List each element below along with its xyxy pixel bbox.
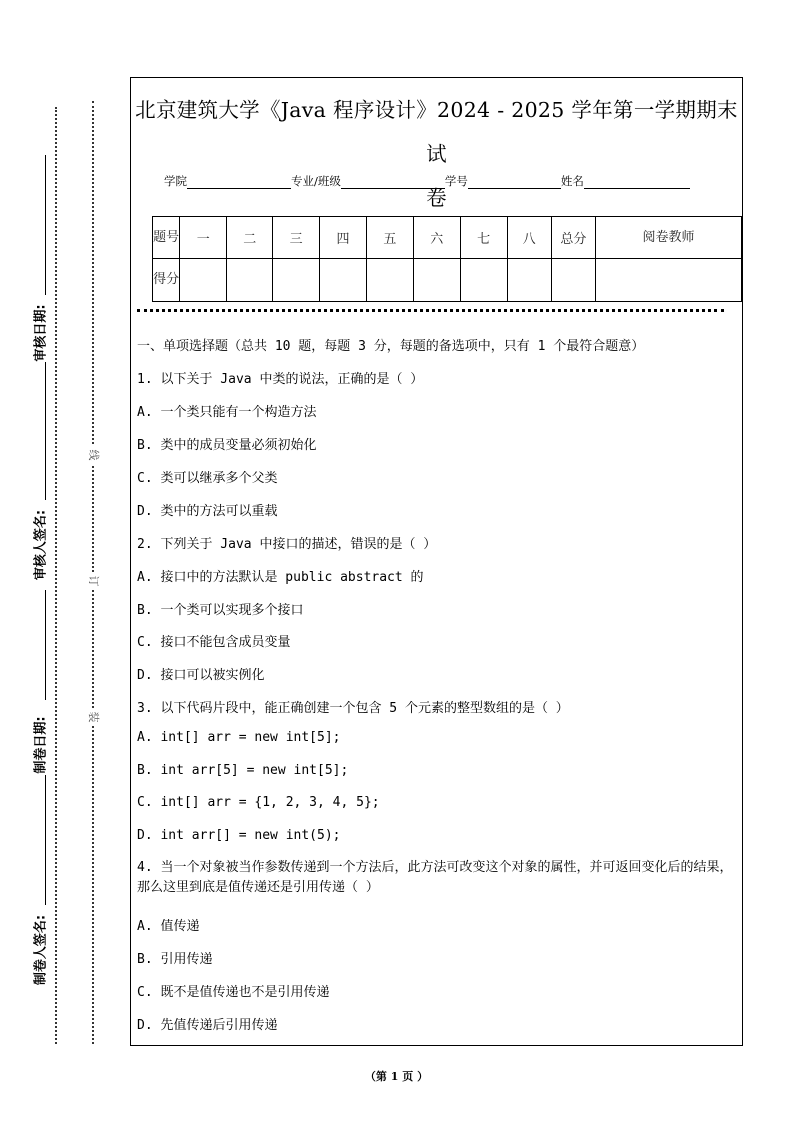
name-field[interactable] xyxy=(584,176,690,189)
make-date-line xyxy=(45,775,46,905)
header-cell: 二 xyxy=(227,217,273,259)
binding-mark-staple: 装 xyxy=(84,708,102,726)
section-heading: 一、单项选择题（总共 10 题，每题 3 分，每题的备选项中，只有 1 个最符合题意） xyxy=(137,339,645,354)
option[interactable]: A. 一个类只能有一个构造方法 xyxy=(137,405,317,420)
binding-dotted-line-inner xyxy=(55,107,57,1044)
question-stem: 2. 下列关于 Java 中接口的描述，错误的是（ ） xyxy=(137,537,437,552)
option[interactable]: D. 类中的方法可以重载 xyxy=(137,504,278,519)
reviewer-sign-line xyxy=(45,380,46,500)
score-cell[interactable] xyxy=(273,259,320,302)
option[interactable]: C. 接口不能包含成员变量 xyxy=(137,635,291,650)
option[interactable]: A. 接口中的方法默认是 public abstract 的 xyxy=(137,570,424,585)
option[interactable]: A. int[] arr = new int[5]; xyxy=(137,730,341,745)
score-cell[interactable] xyxy=(595,259,741,302)
header-cell: 一 xyxy=(180,217,227,259)
score-cell[interactable] xyxy=(320,259,367,302)
score-cell[interactable] xyxy=(551,259,595,302)
college-field[interactable] xyxy=(187,176,291,189)
exam-frame xyxy=(130,77,743,1046)
title-line-2: 卷 xyxy=(426,186,447,210)
student-id-field[interactable] xyxy=(468,176,561,189)
option[interactable]: D. 接口可以被实例化 xyxy=(137,668,265,683)
question-stem: 4. 当一个对象被当作参数传递到一个方法后，此方法可改变这个对象的属性，并可返回变化后的结果，那么这里到底是值传递还是引用传递（ ） xyxy=(137,860,733,895)
college-label: 学院 xyxy=(164,174,187,188)
make-date-label: 制卷日期: xyxy=(33,716,49,774)
score-table-score-row xyxy=(153,259,742,302)
title-line-1: 北京建筑大学《Java 程序设计》2024 - 2025 学年第一学期期末试 xyxy=(135,98,738,166)
maker-sign-label: 制卷人签名: xyxy=(33,914,49,986)
option[interactable]: C. 既不是值传递也不是引用传递 xyxy=(137,985,330,1000)
header-cell: 六 xyxy=(413,217,460,259)
option[interactable]: D. int arr[] = new int(5); xyxy=(137,828,341,843)
score-cell[interactable] xyxy=(460,259,507,302)
student-id-label: 学号 xyxy=(444,174,468,188)
binding-mark-line: 线 xyxy=(84,446,102,464)
score-cell[interactable] xyxy=(180,259,227,302)
header-cell: 八 xyxy=(507,217,551,259)
major-class-field[interactable] xyxy=(341,176,445,189)
major-class-label: 专业/班级 xyxy=(291,174,341,188)
reviewer-sign-line-2 xyxy=(45,590,46,700)
reviewer-sign-label: 审核人签名: xyxy=(33,509,49,581)
score-cell[interactable] xyxy=(227,259,273,302)
header-label-cell: 题号 xyxy=(153,217,180,259)
option[interactable]: B. int arr[5] = new int[5]; xyxy=(137,763,349,778)
header-cell: 七 xyxy=(460,217,507,259)
student-info-row xyxy=(164,173,690,189)
name-label: 姓名 xyxy=(560,174,584,188)
score-cell[interactable] xyxy=(507,259,551,302)
score-cell[interactable] xyxy=(366,259,413,302)
header-cell-grader: 阅卷教师 xyxy=(595,217,741,259)
header-cell: 五 xyxy=(366,217,413,259)
header-cell: 总分 xyxy=(551,217,595,259)
option[interactable]: C. int[] arr = {1, 2, 3, 4, 5}; xyxy=(137,795,380,810)
option[interactable]: B. 类中的成员变量必须初始化 xyxy=(137,438,317,453)
score-table-header-row xyxy=(153,217,742,259)
option[interactable]: B. 引用传递 xyxy=(137,952,213,967)
question-stem: 3. 以下代码片段中，能正确创建一个包含 5 个元素的整型数组的是（ ） xyxy=(137,701,569,716)
option[interactable]: A. 值传递 xyxy=(137,919,200,934)
option[interactable]: D. 先值传递后引用传递 xyxy=(137,1018,278,1033)
header-cell: 四 xyxy=(320,217,367,259)
dotted-separator xyxy=(137,309,724,312)
header-cell: 三 xyxy=(273,217,320,259)
review-date-line xyxy=(45,155,46,295)
binding-mark-bind: 订 xyxy=(84,572,102,590)
review-date-label: 审核日期: xyxy=(33,304,49,362)
score-cell[interactable] xyxy=(413,259,460,302)
page-number: （第 1 页 ） xyxy=(364,1070,429,1083)
question-stem: 1. 以下关于 Java 中类的说法，正确的是（ ） xyxy=(137,372,424,387)
option[interactable]: B. 一个类可以实现多个接口 xyxy=(137,603,304,618)
score-label-cell: 得分 xyxy=(153,259,180,302)
page-title xyxy=(131,88,742,220)
score-table xyxy=(152,216,742,302)
option[interactable]: C. 类可以继承多个父类 xyxy=(137,471,278,486)
